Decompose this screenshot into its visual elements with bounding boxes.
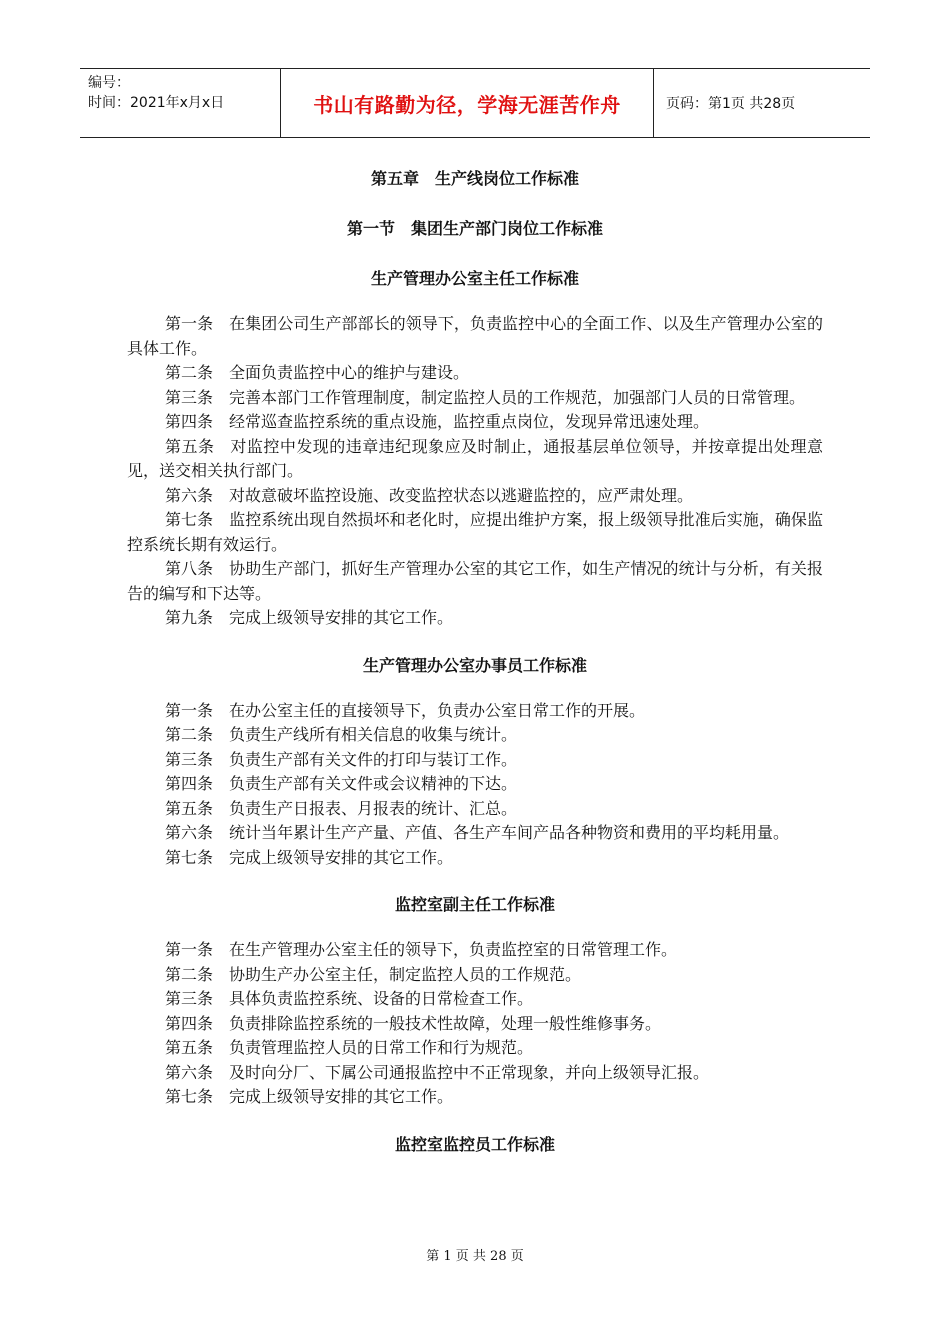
article-item [127, 699, 823, 724]
article-item [127, 508, 823, 557]
article-number: 第四条 [165, 774, 214, 793]
article-item [127, 1061, 823, 1086]
standard-section [127, 892, 823, 1110]
article-number: 第五条 [165, 798, 214, 818]
article-number: 第三条 [165, 989, 214, 1008]
article-item [127, 748, 823, 773]
article-number: 第二条 [165, 725, 214, 744]
article-number: 第一条 [165, 700, 214, 720]
article-item [127, 797, 823, 822]
article-item [127, 484, 823, 509]
standard-title: 生产管理办公室办事员工作标准 [362, 655, 587, 675]
article-number: 第七条 [165, 510, 214, 529]
article-text: 监控系统出现自然损坏和老化时，应提出维护方案，报上级领导批准后实施，确保监控系统长期有效运行。 [127, 510, 823, 554]
article-number: 第七条 [165, 1087, 214, 1106]
standard-section [127, 1132, 823, 1158]
article-item [127, 410, 823, 435]
article-number: 第三条 [165, 387, 214, 407]
article-text: 协助生产办公室主任，制定监控人员的工作规范。 [229, 964, 582, 984]
article-text: 具体负责监控系统、设备的日常检查工作。 [229, 989, 534, 1008]
standard-title: 监控室监控员工作标准 [394, 1134, 555, 1154]
header-meta [80, 69, 280, 137]
article-text: 完成上级领导安排的其它工作。 [229, 847, 454, 867]
article-text: 完善本部门工作管理制度，制定监控人员的工作规范，加强部门人员的日常管理。 [229, 387, 806, 407]
article-number: 第四条 [165, 412, 214, 431]
article-text: 协助生产部门，抓好生产管理办公室的其它工作，如生产情况的统计与分析，有关报告的编写和下达等。 [127, 559, 823, 603]
article-number: 第六条 [165, 823, 214, 842]
article-text: 完成上级领导安排的其它工作。 [229, 608, 454, 627]
article-number: 第五条 [165, 1038, 214, 1057]
article-item [127, 772, 823, 797]
article-item [127, 1036, 823, 1061]
article-item [127, 606, 823, 631]
article-text: 负责生产部有关文件或会议精神的下达。 [229, 774, 518, 793]
article-number: 第六条 [165, 485, 214, 505]
article-item [127, 435, 823, 484]
page-header [80, 68, 870, 138]
section-title: 第一节 集团生产部门岗位工作标准 [346, 219, 603, 238]
article-text: 在集团公司生产部部长的领导下，负责监控中心的全面工作、以及生产管理办公室的具体工作。 [127, 314, 823, 358]
article-number: 第一条 [165, 940, 214, 959]
article-number: 第九条 [165, 608, 214, 627]
standard-title: 生产管理办公室主任工作标准 [370, 269, 579, 288]
article-item [127, 987, 823, 1012]
article-text: 在生产管理办公室主任的领导下，负责监控室的日常管理工作。 [229, 940, 678, 959]
article-text: 负责生产线所有相关信息的收集与统计。 [229, 725, 518, 744]
article-text: 负责生产部有关文件的打印与装订工作。 [229, 749, 518, 769]
article-text: 对故意破坏监控设施、改变监控状态以逃避监控的，应严肃处理。 [229, 485, 694, 505]
article-number: 第八条 [165, 559, 214, 578]
document-time-label: 时间：2021年x月x日 [88, 95, 225, 111]
page-footer: 第 1 页 共 28 页 [426, 1249, 524, 1264]
article-number: 第一条 [165, 314, 214, 333]
article-text: 负责排除监控系统的一般技术性故障，处理一般性维修事务。 [229, 1013, 662, 1033]
article-item [127, 361, 823, 386]
article-text: 负责生产日报表、月报表的统计、汇总。 [229, 798, 518, 818]
standard-section [127, 266, 823, 631]
article-item [127, 1085, 823, 1110]
article-item [127, 938, 823, 963]
article-number: 第六条 [165, 1062, 214, 1082]
article-item [127, 846, 823, 871]
article-item [127, 963, 823, 988]
article-text: 全面负责监控中心的维护与建设。 [229, 363, 470, 382]
standard-section [127, 653, 823, 871]
article-number: 第七条 [165, 847, 214, 867]
article-item [127, 557, 823, 606]
sections-container [127, 266, 823, 1158]
standard-title: 监控室副主任工作标准 [394, 895, 555, 914]
document-number-label: 编号： [88, 75, 130, 91]
header-page-info: 页码：第1页 共28页 [666, 96, 796, 112]
header-motto: 书山有路勤为径，学海无涯苦作舟 [280, 69, 654, 137]
article-number: 第三条 [165, 749, 214, 769]
article-text: 负责管理监控人员的日常工作和行为规范。 [229, 1038, 534, 1057]
article-text: 对监控中发现的违章违纪现象应及时制止，通报基层单位领导，并按章提出处理意见，送交相关执行部门。 [127, 436, 823, 480]
article-text: 完成上级领导安排的其它工作。 [229, 1087, 454, 1106]
article-text: 统计当年累计生产产量、产值、各生产车间产品各种物资和费用的平均耗用量。 [229, 823, 790, 842]
article-text: 及时向分厂、下属公司通报监控中不正常现象，并向上级领导汇报。 [229, 1062, 710, 1082]
document-body [127, 166, 823, 1180]
article-text: 在办公室主任的直接领导下，负责办公室日常工作的开展。 [229, 700, 646, 720]
article-number: 第五条 [165, 436, 215, 456]
article-number: 第四条 [165, 1013, 214, 1033]
article-item [127, 821, 823, 846]
article-item [127, 723, 823, 748]
article-number: 第二条 [165, 363, 214, 382]
article-item [127, 386, 823, 411]
article-item [127, 1012, 823, 1037]
chapter-title: 第五章 生产线岗位工作标准 [370, 169, 579, 188]
article-number: 第二条 [165, 964, 214, 984]
article-text: 经常巡查监控系统的重点设施，监控重点岗位，发现异常迅速处理。 [229, 412, 710, 431]
article-item [127, 312, 823, 361]
